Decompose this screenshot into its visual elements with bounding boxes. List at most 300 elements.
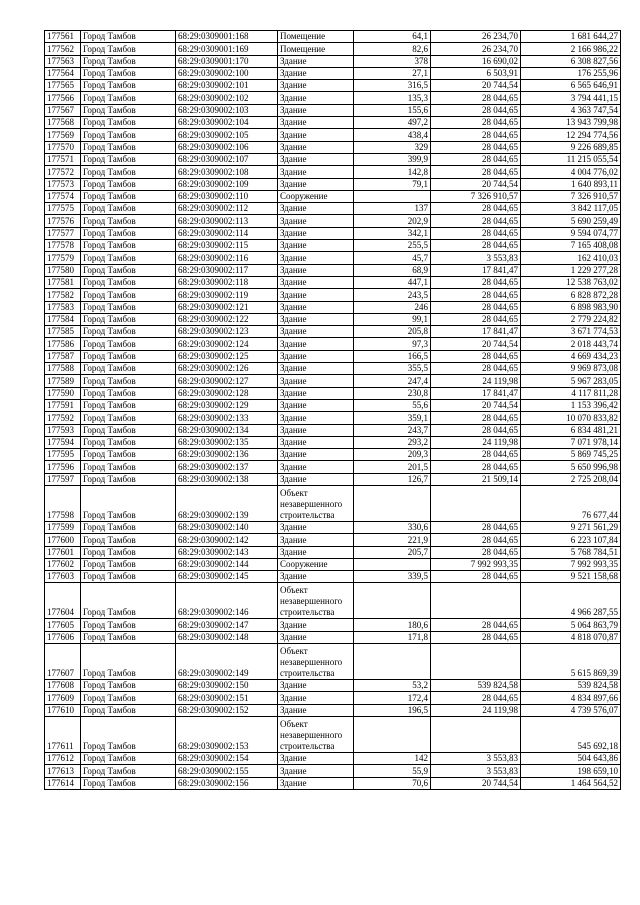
area-cell: 82,6 bbox=[354, 43, 431, 55]
municipality-cell: Город Тамбов bbox=[81, 289, 176, 301]
cadastral-value-cell: 539 824,58 bbox=[521, 680, 621, 692]
area-cell: 329 bbox=[354, 141, 431, 153]
row-number-cell: 177579 bbox=[45, 252, 81, 264]
municipality-cell: Город Тамбов bbox=[81, 67, 176, 79]
cadastral-value-cell: 7 165 408,08 bbox=[521, 240, 621, 252]
cadastral-number-cell: 68:29:0309002:150 bbox=[176, 680, 278, 692]
municipality-cell: Город Тамбов bbox=[81, 583, 176, 619]
object-type-cell: Здание bbox=[278, 141, 354, 153]
cadastral-value-cell: 6 828 872,28 bbox=[521, 289, 621, 301]
table-row bbox=[45, 692, 621, 704]
cadastral-number-cell: 68:29:0309002:112 bbox=[176, 203, 278, 215]
cadastral-value-cell: 6 565 646,91 bbox=[521, 80, 621, 92]
area-cell: 201,5 bbox=[354, 461, 431, 473]
municipality-cell: Город Тамбов bbox=[81, 436, 176, 448]
row-number-cell: 177599 bbox=[45, 521, 81, 533]
specific-value-cell: 3 553,83 bbox=[431, 752, 521, 764]
cadastral-number-cell: 68:29:0309002:101 bbox=[176, 80, 278, 92]
cadastral-value-cell: 4 669 434,23 bbox=[521, 350, 621, 362]
row-number-cell: 177614 bbox=[45, 777, 81, 789]
object-type-cell: Здание bbox=[278, 153, 354, 165]
cadastral-number-cell: 68:29:0309002:124 bbox=[176, 338, 278, 350]
cadastral-number-cell: 68:29:0309002:138 bbox=[176, 473, 278, 485]
municipality-cell: Город Тамбов bbox=[81, 141, 176, 153]
row-number-cell: 177582 bbox=[45, 289, 81, 301]
specific-value-cell: 28 044,65 bbox=[431, 534, 521, 546]
table-row bbox=[45, 350, 621, 362]
area-cell: 247,4 bbox=[354, 375, 431, 387]
specific-value-cell: 28 044,65 bbox=[431, 350, 521, 362]
table-row bbox=[45, 571, 621, 583]
area-cell: 142,8 bbox=[354, 166, 431, 178]
cadastral-value-cell: 1 681 644,27 bbox=[521, 31, 621, 43]
object-type-cell: Здание bbox=[278, 680, 354, 692]
specific-value-cell: 28 044,65 bbox=[431, 412, 521, 424]
table-row bbox=[45, 461, 621, 473]
table-row bbox=[45, 326, 621, 338]
row-number-cell: 177575 bbox=[45, 203, 81, 215]
specific-value-cell: 28 044,65 bbox=[431, 521, 521, 533]
area-cell: 243,5 bbox=[354, 289, 431, 301]
row-number-cell: 177566 bbox=[45, 92, 81, 104]
row-number-cell: 177585 bbox=[45, 326, 81, 338]
table-row bbox=[45, 166, 621, 178]
specific-value-cell: 24 119,98 bbox=[431, 436, 521, 448]
cadastral-value-cell: 7 326 910,57 bbox=[521, 190, 621, 202]
table-row bbox=[45, 583, 621, 619]
cadastral-number-cell: 68:29:0309002:119 bbox=[176, 289, 278, 301]
cadastral-value-cell: 5 690 259,49 bbox=[521, 215, 621, 227]
area-cell: 27,1 bbox=[354, 67, 431, 79]
table-row bbox=[45, 178, 621, 190]
cadastral-number-cell: 68:29:0309002:156 bbox=[176, 777, 278, 789]
table-row bbox=[45, 631, 621, 643]
cadastral-number-cell: 68:29:0309002:117 bbox=[176, 264, 278, 276]
area-cell: 359,1 bbox=[354, 412, 431, 424]
cadastral-value-cell: 13 943 799,98 bbox=[521, 117, 621, 129]
specific-value-cell: 3 553,83 bbox=[431, 765, 521, 777]
municipality-cell: Город Тамбов bbox=[81, 240, 176, 252]
cadastral-value-cell: 545 692,18 bbox=[521, 716, 621, 752]
object-type-cell: Здание bbox=[278, 619, 354, 631]
table-row bbox=[45, 227, 621, 239]
cadastral-number-cell: 68:29:0309002:139 bbox=[176, 485, 278, 521]
municipality-cell: Город Тамбов bbox=[81, 276, 176, 288]
cadastral-number-cell: 68:29:0309002:103 bbox=[176, 104, 278, 116]
row-number-cell: 177613 bbox=[45, 765, 81, 777]
row-number-cell: 177567 bbox=[45, 104, 81, 116]
specific-value-cell: 16 690,02 bbox=[431, 55, 521, 67]
object-type-cell: Здание bbox=[278, 276, 354, 288]
area-cell: 339,5 bbox=[354, 571, 431, 583]
municipality-cell: Город Тамбов bbox=[81, 752, 176, 764]
specific-value-cell: 28 044,65 bbox=[431, 141, 521, 153]
specific-value-cell: 28 044,65 bbox=[431, 461, 521, 473]
row-number-cell: 177561 bbox=[45, 31, 81, 43]
row-number-cell: 177580 bbox=[45, 264, 81, 276]
specific-value-cell: 28 044,65 bbox=[431, 301, 521, 313]
row-number-cell: 177598 bbox=[45, 485, 81, 521]
specific-value-cell: 28 044,65 bbox=[431, 166, 521, 178]
municipality-cell: Город Тамбов bbox=[81, 387, 176, 399]
specific-value-cell bbox=[431, 583, 521, 619]
row-number-cell: 177570 bbox=[45, 141, 81, 153]
object-type-cell: Здание bbox=[278, 289, 354, 301]
area-cell bbox=[354, 558, 431, 570]
municipality-cell: Город Тамбов bbox=[81, 104, 176, 116]
cadastral-number-cell: 68:29:0309002:110 bbox=[176, 190, 278, 202]
cadastral-number-cell: 68:29:0309002:115 bbox=[176, 240, 278, 252]
table-row bbox=[45, 92, 621, 104]
object-type-cell: Здание bbox=[278, 765, 354, 777]
municipality-cell: Город Тамбов bbox=[81, 546, 176, 558]
cadastral-number-cell: 68:29:0309002:102 bbox=[176, 92, 278, 104]
cadastral-value-cell: 9 521 158,68 bbox=[521, 571, 621, 583]
municipality-cell: Город Тамбов bbox=[81, 777, 176, 789]
table-row bbox=[45, 203, 621, 215]
object-type-cell: Объект незавершенного строительства bbox=[278, 644, 354, 680]
object-type-cell: Здание bbox=[278, 473, 354, 485]
area-cell: 45,7 bbox=[354, 252, 431, 264]
row-number-cell: 177594 bbox=[45, 436, 81, 448]
cadastral-number-cell: 68:29:0309002:125 bbox=[176, 350, 278, 362]
cadastral-value-cell: 6 308 827,56 bbox=[521, 55, 621, 67]
object-type-cell: Здание bbox=[278, 424, 354, 436]
area-cell: 68,9 bbox=[354, 264, 431, 276]
cadastral-value-cell: 9 594 074,77 bbox=[521, 227, 621, 239]
specific-value-cell bbox=[431, 644, 521, 680]
municipality-cell: Город Тамбов bbox=[81, 449, 176, 461]
cadastral-value-cell: 6 223 107,84 bbox=[521, 534, 621, 546]
cadastral-number-cell: 68:29:0309002:118 bbox=[176, 276, 278, 288]
table-row bbox=[45, 264, 621, 276]
row-number-cell: 177568 bbox=[45, 117, 81, 129]
specific-value-cell: 24 119,98 bbox=[431, 704, 521, 716]
municipality-cell: Город Тамбов bbox=[81, 534, 176, 546]
row-number-cell: 177600 bbox=[45, 534, 81, 546]
specific-value-cell: 20 744,54 bbox=[431, 80, 521, 92]
municipality-cell: Город Тамбов bbox=[81, 31, 176, 43]
row-number-cell: 177571 bbox=[45, 153, 81, 165]
area-cell: 99,1 bbox=[354, 313, 431, 325]
cadastral-number-cell: 68:29:0309002:136 bbox=[176, 449, 278, 461]
cadastral-value-cell: 1 640 893,11 bbox=[521, 178, 621, 190]
object-type-cell: Здание bbox=[278, 215, 354, 227]
object-type-cell: Здание bbox=[278, 436, 354, 448]
specific-value-cell: 28 044,65 bbox=[431, 203, 521, 215]
table-row bbox=[45, 129, 621, 141]
cadastral-value-cell: 2 018 443,74 bbox=[521, 338, 621, 350]
specific-value-cell: 21 509,14 bbox=[431, 473, 521, 485]
object-type-cell: Здание bbox=[278, 350, 354, 362]
object-type-cell: Здание bbox=[278, 264, 354, 276]
object-type-cell: Объект незавершенного строительства bbox=[278, 716, 354, 752]
area-cell: 246 bbox=[354, 301, 431, 313]
municipality-cell: Город Тамбов bbox=[81, 350, 176, 362]
object-type-cell: Здание bbox=[278, 571, 354, 583]
cadastral-value-cell: 9 226 689,85 bbox=[521, 141, 621, 153]
cadastral-number-cell: 68:29:0309002:133 bbox=[176, 412, 278, 424]
table-row bbox=[45, 777, 621, 789]
row-number-cell: 177611 bbox=[45, 716, 81, 752]
object-type-cell: Здание bbox=[278, 704, 354, 716]
area-cell: 399,9 bbox=[354, 153, 431, 165]
row-number-cell: 177592 bbox=[45, 412, 81, 424]
specific-value-cell: 20 744,54 bbox=[431, 338, 521, 350]
object-type-cell: Здание bbox=[278, 313, 354, 325]
cadastral-number-cell: 68:29:0309002:149 bbox=[176, 644, 278, 680]
row-number-cell: 177578 bbox=[45, 240, 81, 252]
cadastral-value-cell: 2 779 224,82 bbox=[521, 313, 621, 325]
specific-value-cell: 20 744,54 bbox=[431, 777, 521, 789]
municipality-cell: Город Тамбов bbox=[81, 117, 176, 129]
object-type-cell: Здание bbox=[278, 166, 354, 178]
object-type-cell: Сооружение bbox=[278, 558, 354, 570]
row-number-cell: 177595 bbox=[45, 449, 81, 461]
cadastral-value-cell: 1 153 396,42 bbox=[521, 399, 621, 411]
table-row bbox=[45, 473, 621, 485]
object-type-cell: Объект незавершенного строительства bbox=[278, 485, 354, 521]
area-cell bbox=[354, 485, 431, 521]
specific-value-cell: 20 744,54 bbox=[431, 399, 521, 411]
cadastral-number-cell: 68:29:0309002:146 bbox=[176, 583, 278, 619]
municipality-cell: Город Тамбов bbox=[81, 129, 176, 141]
cadastral-value-cell: 9 271 561,29 bbox=[521, 521, 621, 533]
table-row bbox=[45, 80, 621, 92]
specific-value-cell: 28 044,65 bbox=[431, 449, 521, 461]
cadastral-value-cell: 4 004 776,02 bbox=[521, 166, 621, 178]
cadastral-number-cell: 68:29:0309002:134 bbox=[176, 424, 278, 436]
table-row bbox=[45, 716, 621, 752]
area-cell: 447,1 bbox=[354, 276, 431, 288]
table-row bbox=[45, 546, 621, 558]
area-cell: 438,4 bbox=[354, 129, 431, 141]
specific-value-cell: 28 044,65 bbox=[431, 546, 521, 558]
cadastral-number-cell: 68:29:0309002:148 bbox=[176, 631, 278, 643]
area-cell: 53,2 bbox=[354, 680, 431, 692]
municipality-cell: Город Тамбов bbox=[81, 558, 176, 570]
municipality-cell: Город Тамбов bbox=[81, 215, 176, 227]
cadastral-value-cell: 176 255,96 bbox=[521, 67, 621, 79]
municipality-cell: Город Тамбов bbox=[81, 313, 176, 325]
municipality-cell: Город Тамбов bbox=[81, 485, 176, 521]
table-row bbox=[45, 644, 621, 680]
object-type-cell: Здание bbox=[278, 80, 354, 92]
row-number-cell: 177569 bbox=[45, 129, 81, 141]
cadastral-number-cell: 68:29:0309002:105 bbox=[176, 129, 278, 141]
table-row bbox=[45, 55, 621, 67]
table-row bbox=[45, 117, 621, 129]
municipality-cell: Город Тамбов bbox=[81, 424, 176, 436]
area-cell: 342,1 bbox=[354, 227, 431, 239]
area-cell: 255,5 bbox=[354, 240, 431, 252]
cadastral-value-cell: 1 464 564,52 bbox=[521, 777, 621, 789]
specific-value-cell: 28 044,65 bbox=[431, 227, 521, 239]
cadastral-number-cell: 68:29:0309002:106 bbox=[176, 141, 278, 153]
cadastral-value-cell: 198 659,10 bbox=[521, 765, 621, 777]
area-cell: 205,8 bbox=[354, 326, 431, 338]
cadastral-value-cell: 4 834 897,66 bbox=[521, 692, 621, 704]
cadastral-number-cell: 68:29:0309002:121 bbox=[176, 301, 278, 313]
specific-value-cell: 28 044,65 bbox=[431, 240, 521, 252]
cadastral-value-cell: 4 363 747,54 bbox=[521, 104, 621, 116]
object-type-cell: Здание bbox=[278, 104, 354, 116]
row-number-cell: 177589 bbox=[45, 375, 81, 387]
object-type-cell: Здание bbox=[278, 363, 354, 375]
area-cell: 142 bbox=[354, 752, 431, 764]
municipality-cell: Город Тамбов bbox=[81, 92, 176, 104]
cadastral-value-cell: 12 538 763,02 bbox=[521, 276, 621, 288]
table-row bbox=[45, 43, 621, 55]
object-type-cell: Здание bbox=[278, 92, 354, 104]
specific-value-cell: 28 044,65 bbox=[431, 117, 521, 129]
municipality-cell: Город Тамбов bbox=[81, 631, 176, 643]
area-cell: 202,9 bbox=[354, 215, 431, 227]
cadastral-number-cell: 68:29:0309002:154 bbox=[176, 752, 278, 764]
object-type-cell: Сооружение bbox=[278, 190, 354, 202]
specific-value-cell: 28 044,65 bbox=[431, 363, 521, 375]
specific-value-cell: 17 841,47 bbox=[431, 387, 521, 399]
specific-value-cell: 7 326 910,57 bbox=[431, 190, 521, 202]
cadastral-number-cell: 68:29:0309002:135 bbox=[176, 436, 278, 448]
cadastral-value-cell: 7 992 993,35 bbox=[521, 558, 621, 570]
area-cell: 209,3 bbox=[354, 449, 431, 461]
cadastral-number-cell: 68:29:0309002:113 bbox=[176, 215, 278, 227]
cadastral-value-cell: 11 215 055,54 bbox=[521, 153, 621, 165]
area-cell: 135,3 bbox=[354, 92, 431, 104]
cadastral-value-cell: 5 967 283,05 bbox=[521, 375, 621, 387]
cadastral-number-cell: 68:29:0309002:114 bbox=[176, 227, 278, 239]
object-type-cell: Здание bbox=[278, 375, 354, 387]
cadastral-number-cell: 68:29:0309001:170 bbox=[176, 55, 278, 67]
cadastral-value-cell: 2 725 208,04 bbox=[521, 473, 621, 485]
area-cell bbox=[354, 583, 431, 619]
row-number-cell: 177587 bbox=[45, 350, 81, 362]
table-row bbox=[45, 765, 621, 777]
specific-value-cell: 20 744,54 bbox=[431, 178, 521, 190]
table-row bbox=[45, 363, 621, 375]
cadastral-number-cell: 68:29:0309002:143 bbox=[176, 546, 278, 558]
cadastral-value-cell: 3 671 774,53 bbox=[521, 326, 621, 338]
municipality-cell: Город Тамбов bbox=[81, 716, 176, 752]
row-number-cell: 177581 bbox=[45, 276, 81, 288]
table-row bbox=[45, 153, 621, 165]
table-row bbox=[45, 399, 621, 411]
row-number-cell: 177593 bbox=[45, 424, 81, 436]
object-type-cell: Здание bbox=[278, 546, 354, 558]
cadastral-value-cell: 5 869 745,25 bbox=[521, 449, 621, 461]
specific-value-cell: 28 044,65 bbox=[431, 129, 521, 141]
cadastral-value-cell: 12 294 774,56 bbox=[521, 129, 621, 141]
area-cell: 378 bbox=[354, 55, 431, 67]
specific-value-cell: 28 044,65 bbox=[431, 313, 521, 325]
area-cell bbox=[354, 716, 431, 752]
object-type-cell: Здание bbox=[278, 67, 354, 79]
row-number-cell: 177573 bbox=[45, 178, 81, 190]
row-number-cell: 177612 bbox=[45, 752, 81, 764]
table-row bbox=[45, 190, 621, 202]
municipality-cell: Город Тамбов bbox=[81, 765, 176, 777]
table-row bbox=[45, 449, 621, 461]
cadastral-value-cell: 5 064 863,79 bbox=[521, 619, 621, 631]
area-cell: 355,5 bbox=[354, 363, 431, 375]
object-type-cell: Здание bbox=[278, 752, 354, 764]
object-type-cell: Здание bbox=[278, 227, 354, 239]
row-number-cell: 177577 bbox=[45, 227, 81, 239]
municipality-cell: Город Тамбов bbox=[81, 644, 176, 680]
cadastral-number-cell: 68:29:0309002:140 bbox=[176, 521, 278, 533]
table-row bbox=[45, 387, 621, 399]
object-type-cell: Объект незавершенного строительства bbox=[278, 583, 354, 619]
cadastral-value-cell: 6 834 481,21 bbox=[521, 424, 621, 436]
cadastral-number-cell: 68:29:0309002:107 bbox=[176, 153, 278, 165]
specific-value-cell: 26 234,70 bbox=[431, 43, 521, 55]
specific-value-cell bbox=[431, 485, 521, 521]
municipality-cell: Город Тамбов bbox=[81, 461, 176, 473]
table-row bbox=[45, 752, 621, 764]
area-cell: 180,6 bbox=[354, 619, 431, 631]
row-number-cell: 177590 bbox=[45, 387, 81, 399]
specific-value-cell: 28 044,65 bbox=[431, 276, 521, 288]
row-number-cell: 177563 bbox=[45, 55, 81, 67]
table-body bbox=[45, 31, 621, 790]
municipality-cell: Город Тамбов bbox=[81, 153, 176, 165]
area-cell: 205,7 bbox=[354, 546, 431, 558]
row-number-cell: 177588 bbox=[45, 363, 81, 375]
municipality-cell: Город Тамбов bbox=[81, 412, 176, 424]
specific-value-cell: 3 553,83 bbox=[431, 252, 521, 264]
area-cell: 97,3 bbox=[354, 338, 431, 350]
municipality-cell: Город Тамбов bbox=[81, 55, 176, 67]
specific-value-cell: 539 824,58 bbox=[431, 680, 521, 692]
cadastral-number-cell: 68:29:0309002:142 bbox=[176, 534, 278, 546]
municipality-cell: Город Тамбов bbox=[81, 680, 176, 692]
cadastral-number-cell: 68:29:0309002:122 bbox=[176, 313, 278, 325]
cadastral-number-cell: 68:29:0309002:126 bbox=[176, 363, 278, 375]
municipality-cell: Город Тамбов bbox=[81, 375, 176, 387]
cadastral-number-cell: 68:29:0309002:108 bbox=[176, 166, 278, 178]
cadastral-number-cell: 68:29:0309002:151 bbox=[176, 692, 278, 704]
cadastral-number-cell: 68:29:0309002:116 bbox=[176, 252, 278, 264]
object-type-cell: Здание bbox=[278, 461, 354, 473]
cadastral-value-cell: 7 071 978,14 bbox=[521, 436, 621, 448]
row-number-cell: 177603 bbox=[45, 571, 81, 583]
object-type-cell: Здание bbox=[278, 338, 354, 350]
area-cell bbox=[354, 190, 431, 202]
object-type-cell: Помещение bbox=[278, 43, 354, 55]
specific-value-cell: 28 044,65 bbox=[431, 619, 521, 631]
cadastral-number-cell: 68:29:0309002:153 bbox=[176, 716, 278, 752]
cadastral-number-cell: 68:29:0309002:152 bbox=[176, 704, 278, 716]
cadastral-value-cell: 1 229 277,28 bbox=[521, 264, 621, 276]
specific-value-cell: 17 841,47 bbox=[431, 326, 521, 338]
specific-value-cell: 7 992 993,35 bbox=[431, 558, 521, 570]
cadastral-value-table bbox=[44, 30, 621, 790]
area-cell: 243,7 bbox=[354, 424, 431, 436]
table-row bbox=[45, 534, 621, 546]
specific-value-cell: 17 841,47 bbox=[431, 264, 521, 276]
row-number-cell: 177609 bbox=[45, 692, 81, 704]
specific-value-cell: 6 503,91 bbox=[431, 67, 521, 79]
cadastral-value-cell: 4 818 070,87 bbox=[521, 631, 621, 643]
row-number-cell: 177574 bbox=[45, 190, 81, 202]
cadastral-number-cell: 68:29:0309001:169 bbox=[176, 43, 278, 55]
cadastral-number-cell: 68:29:0309002:127 bbox=[176, 375, 278, 387]
cadastral-number-cell: 68:29:0309002:128 bbox=[176, 387, 278, 399]
table-row bbox=[45, 301, 621, 313]
table-row bbox=[45, 104, 621, 116]
area-cell: 126,7 bbox=[354, 473, 431, 485]
